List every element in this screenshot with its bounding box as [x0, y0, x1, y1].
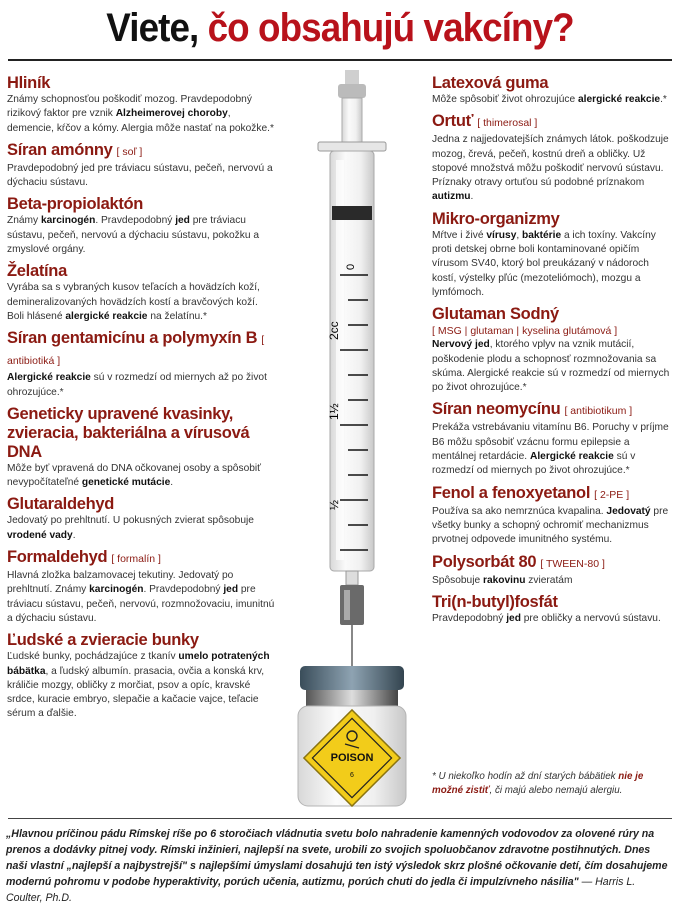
- mark-label-0: 0: [345, 263, 357, 270]
- ingredient-description: Nervový jed, ktorého vplyv na vznik mutácií, poškodenie plodu a schopnosť rozmnožovania sa skúma. Alergické reakcie sú v rozmedzí od miernych po život ohrozujúce.*: [432, 339, 670, 394]
- needle-hub: [340, 585, 364, 625]
- ingredient-description: Jedovatý po prehltnutí. U pokusných zvierat spôsobuje vrodené vady.: [7, 515, 254, 541]
- ingredient-tag: [ TWEEN-80 ]: [540, 557, 605, 570]
- ingredient-heading: [432, 400, 672, 421]
- syringe-tip: [346, 571, 358, 585]
- ingredient-name: Beta-propiolaktón: [7, 195, 144, 214]
- ingredient-name: Polysorbát 80: [432, 552, 537, 571]
- ingredient-tag: [ formalín ]: [111, 553, 161, 566]
- ingredient-name: Síran gentamicínu a polymyxín B: [7, 329, 258, 348]
- ingredient-heading: [7, 262, 277, 281]
- ingredient-description: Alergické reakcie sú v rozmedzí od miernych až po život ohrozujúce.*: [7, 372, 267, 398]
- ingredient-name: Formaldehyd: [7, 548, 108, 567]
- vial-cap: [300, 666, 404, 690]
- ingredient-tag: [ soľ ]: [116, 145, 143, 158]
- ingredient-heading: [7, 405, 277, 462]
- ingredient-beta-propiolakton: [7, 195, 277, 257]
- syringe-flange: [318, 142, 386, 151]
- ingredient-geneticky: [7, 405, 277, 491]
- ingredient-heading: [432, 210, 672, 229]
- plunger-head: [338, 84, 366, 98]
- quote-text: „Hlavnou príčinou pádu Rímskej ríše po 6 storočiach vládnutia svetu bolo nahradenie kamenných vodovodov za olovené rúry na prenos a dodávky pitnej vody. Rímski inžinieri, najlepší na svete, urobili zo svojich spoluobčanov zdravotne postihnutých. Dnes naši vlastní „najlepší a najbystrejší" s najlepšími úmyslami dosahujú ten istý výsledok skrz plošné očkovanie detí, čím dosahujeme modernú pohromu v podobe hyperaktivity, porúch učenia, autizmu, porúch chuti do jedla či impulzívneho násilia": [6, 828, 668, 888]
- ingredient-glutaman-sodny: [432, 305, 672, 395]
- ingredient-heading: [7, 548, 277, 569]
- ingredient-description: Hlavná zložka balzamovacej tekutiny. Jedovatý po prehltnutí. Známy karcinogén. Pravdepodobný jed pre tráviacu sústavu, pečeň, nervovú, rozmnožovaciu, imunitnú a dýchaciu sústavu.: [7, 570, 275, 624]
- title-part-1: Viete,: [106, 6, 199, 50]
- ingredient-heading: [432, 74, 672, 93]
- ingredient-description: Známy karcinogén. Pravdepodobný jed pre tráviacu sústavu, pečeň, nervovú a dýchaciu sústavu, pokožku a zmyslové orgány.: [7, 215, 260, 256]
- ingredient-heading: [7, 329, 277, 371]
- ingredient-tag: [ antibiotikum ]: [564, 405, 633, 418]
- ingredient-heading: [432, 553, 672, 574]
- allergy-footnote: * U niekoľko hodín až dní starých bábätiek nie je možné zistiť, či majú alebo nemajú alergiu.: [432, 771, 644, 796]
- ingredient-heading: [7, 631, 277, 650]
- ingredient-description: Pravdepodobný jed pre obličky a nervovú sústavu.: [432, 612, 661, 624]
- ingredient-heading: [432, 593, 672, 612]
- ingredient-name: Latexová guma: [432, 74, 549, 92]
- ingredient-polysorbat: [432, 553, 672, 588]
- ingredient-siran-amonny: [7, 141, 277, 191]
- title-part-2: čo obsahujú vakcíny?: [207, 6, 574, 50]
- coulter-quote: [6, 826, 674, 906]
- ingredient-name: Fenol a fenoxyetanol: [432, 483, 591, 502]
- ingredient-name: Tri(n-butyl)fosfát: [432, 592, 558, 611]
- right-ingredient-column: [432, 74, 672, 631]
- ingredient-tributylfosfat: [432, 593, 672, 626]
- ingredient-glutaraldehyd: [7, 495, 277, 543]
- ingredient-latexova-guma: [432, 74, 672, 107]
- mark-label-1-half: 1½: [327, 403, 341, 420]
- ingredient-siran-neomycinu: [432, 400, 672, 478]
- ingredient-name: Síran neomycínu: [432, 400, 561, 419]
- ingredient-description: Môže byť vpravená do DNA očkovanej osoby a spôsobiť nevypočítateľné genetické mutácie.: [7, 462, 261, 489]
- syringe-vial-illustration: [278, 70, 428, 810]
- ingredient-heading: [432, 305, 672, 324]
- ingredient-name: Želatína: [7, 262, 67, 281]
- ingredient-description: Mŕtve i živé vírusy, baktérie a ich toxíny. Vakcíny proti detskej obrne boli kontaminované opičím vírusom SV40, ktorý bol preukázaný v nádoroch kostí, výstelky pľúc (mezoteliómoch), mozgu a lymfómoch.: [432, 229, 656, 298]
- vial-crimp: [306, 690, 398, 706]
- ingredient-heading: [7, 141, 277, 162]
- ingredient-description: Jedna z najjedovatejších známych látok. poškodzuje mozog, črevá, pečeň, kostnú dreň a obličky. Už stopové množstvá môžu poškodiť nervovú sústavu. Príznaky otravy ortuťou sú podobné príznakom autizmu.: [432, 134, 669, 203]
- mark-label-2cc: 2cc: [327, 321, 341, 340]
- plunger-stopper: [332, 206, 372, 220]
- ingredient-name: Mikro-organizmy: [432, 209, 560, 228]
- page-title: [27, 4, 653, 52]
- plunger-top: [345, 70, 359, 84]
- ingredient-description: Vyrába sa s vybraných kusov teľacích a hovädzích koží, demineralizovaných hovädzích kostí a bravčových koží. Boli hlásené alergické reakcie na želatínu.*: [7, 282, 260, 322]
- ingredient-heading: [432, 484, 672, 505]
- ingredient-ortut: [432, 112, 672, 204]
- ingredient-description: Ľudské bunky, pochádzajúce z tkanív umelo potratených bábätka, a ľudský albumín. prasacia, ovčia a konská krv, králičie mozgy, obličky z morčiat, psov a opíc, kravské srdce, kuracie embryo, slepačie a kačacie vajce, teľacie sérum a ďalšie.: [7, 651, 270, 720]
- ingredient-description: Pravdepodobný jed pre tráviacu sústavu, pečeň, nervovú a dýchaciu sústavu.: [7, 162, 273, 189]
- ingredient-heading: [432, 112, 672, 133]
- ingredient-name: Glutaman Sodný: [432, 305, 559, 324]
- quote-author: — Harris L. Coulter, Ph.D.: [6, 876, 636, 904]
- quote-divider: [8, 818, 672, 819]
- ingredient-heading: [7, 74, 277, 93]
- ingredient-description: Spôsobuje rakovinu zvieratám: [432, 574, 573, 586]
- ingredient-tag: [ antibiotiká ]: [7, 334, 265, 368]
- needle-hub-highlight: [344, 590, 350, 620]
- ingredient-description: Prekáža vstrebávaniu vitamínu B6. Poruchy v príjme B6 môžu spôsobiť vzácnu formu epilepsie a mentálnej retardácie. Alergické reakcie sú v rozmedzí od miernych po život ohrozujúce.*: [432, 422, 669, 477]
- ingredient-name: Geneticky upravené kvasinky, zvieracia, bakteriálna a vírusová DNA: [7, 404, 250, 461]
- ingredient-heading: [7, 495, 277, 514]
- left-ingredient-column: [7, 74, 277, 727]
- ingredient-description: Môže spôsobiť život ohrozujúce alergické reakcie.*: [432, 94, 667, 105]
- ingredient-heading: [7, 195, 277, 214]
- ingredient-tag: [ thimerosal ]: [477, 117, 538, 130]
- ingredient-zelatina: [7, 262, 277, 324]
- ingredient-formaldehyd: [7, 548, 277, 626]
- ingredient-siran-gentamicinu: [7, 329, 277, 400]
- title-divider: [8, 59, 672, 61]
- ingredient-name: Glutaraldehyd: [7, 495, 115, 514]
- ingredient-name: Ľudské a zvieracie bunky: [7, 631, 199, 650]
- mark-label-half: ½: [327, 499, 341, 510]
- poison-text: POISON: [330, 752, 374, 764]
- ingredient-fenol: [432, 484, 672, 548]
- ingredient-hlinik: [7, 74, 277, 136]
- poison-class-number: 6: [350, 772, 354, 779]
- ingredient-description: Známy schopnosťou poškodiť mozog. Pravdepodobný rizikový faktor pre vznik Alzheimerovej choroby, demencie, kŕčov a kómy. Alergia môže nastať na pokožke.*: [7, 94, 274, 134]
- ingredient-name: Hliník: [7, 74, 51, 92]
- ingredient-mikro-organizmy: [432, 210, 672, 300]
- plunger-rod: [342, 98, 362, 142]
- ingredient-name: Ortuť: [432, 112, 474, 131]
- ingredient-name: Síran amónny: [7, 140, 113, 159]
- ingredient-tag: [ 2-PE ]: [594, 488, 630, 501]
- ingredient-description: Používa sa ako nemrznúca kvapalina. Jedovatý pre všetky bunky a schopný ochromiť mechanizmus prvotnej odpovede imunitného systému.: [432, 505, 669, 546]
- ingredient-subtitle: [ MSG | glutaman | kyselina glutámová ]: [432, 325, 618, 338]
- ingredient-ludske: [7, 631, 277, 721]
